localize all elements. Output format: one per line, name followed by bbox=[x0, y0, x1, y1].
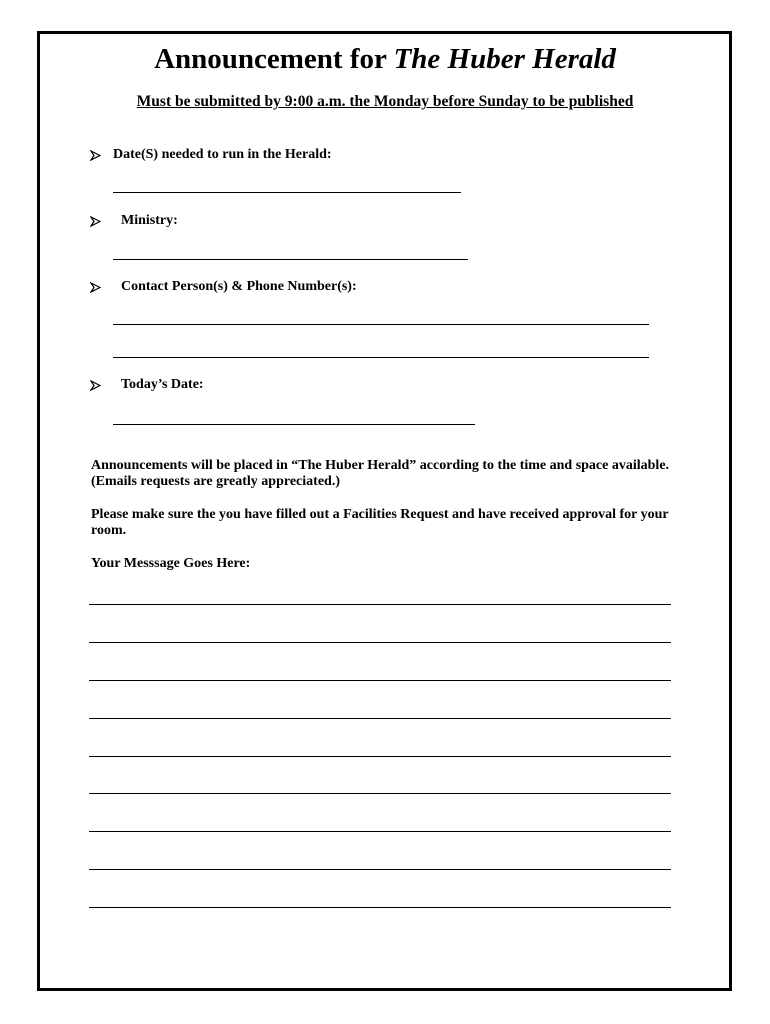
message-line-9[interactable] bbox=[89, 907, 671, 908]
arrowhead-bullet-icon bbox=[90, 282, 102, 294]
dates-field-label: Date(S) needed to run in the Herald: bbox=[113, 147, 332, 162]
message-line-7[interactable] bbox=[89, 831, 671, 832]
facilities-note: Please make sure the you have filled out a Facilities Request and have received approval for your room. bbox=[91, 507, 669, 538]
message-line-3[interactable] bbox=[89, 680, 671, 681]
title-publication-name: The Huber Herald bbox=[393, 43, 616, 75]
contact-field-line-1[interactable] bbox=[113, 324, 649, 325]
todays-date-field-label: Today’s Date: bbox=[121, 377, 204, 392]
todays-date-field-line[interactable] bbox=[113, 424, 475, 425]
message-line-5[interactable] bbox=[89, 756, 671, 757]
ministry-field-line[interactable] bbox=[113, 259, 468, 260]
contact-field-label: Contact Person(s) & Phone Number(s): bbox=[121, 279, 357, 294]
arrowhead-bullet-icon bbox=[90, 380, 102, 392]
message-line-2[interactable] bbox=[89, 642, 671, 643]
message-label: Your Messsage Goes Here: bbox=[91, 556, 251, 571]
placement-note: Announcements will be placed in “The Huber Herald” according to the time and space available. (Emails requests are greatly appreciated.) bbox=[91, 458, 670, 489]
message-line-1[interactable] bbox=[89, 604, 671, 605]
message-line-8[interactable] bbox=[89, 869, 671, 870]
dates-field-line[interactable] bbox=[113, 192, 461, 193]
title-prefix: Announcement for bbox=[154, 43, 394, 75]
arrowhead-bullet-icon bbox=[90, 150, 102, 162]
page-title bbox=[0, 40, 770, 78]
message-line-4[interactable] bbox=[89, 718, 671, 719]
message-line-6[interactable] bbox=[89, 793, 671, 794]
contact-field-line-2[interactable] bbox=[113, 357, 649, 358]
submission-deadline: Must be submitted by 9:00 a.m. the Monday before Sunday to be published bbox=[136, 93, 634, 110]
ministry-field-label: Ministry: bbox=[121, 213, 178, 228]
arrowhead-bullet-icon bbox=[90, 216, 102, 228]
